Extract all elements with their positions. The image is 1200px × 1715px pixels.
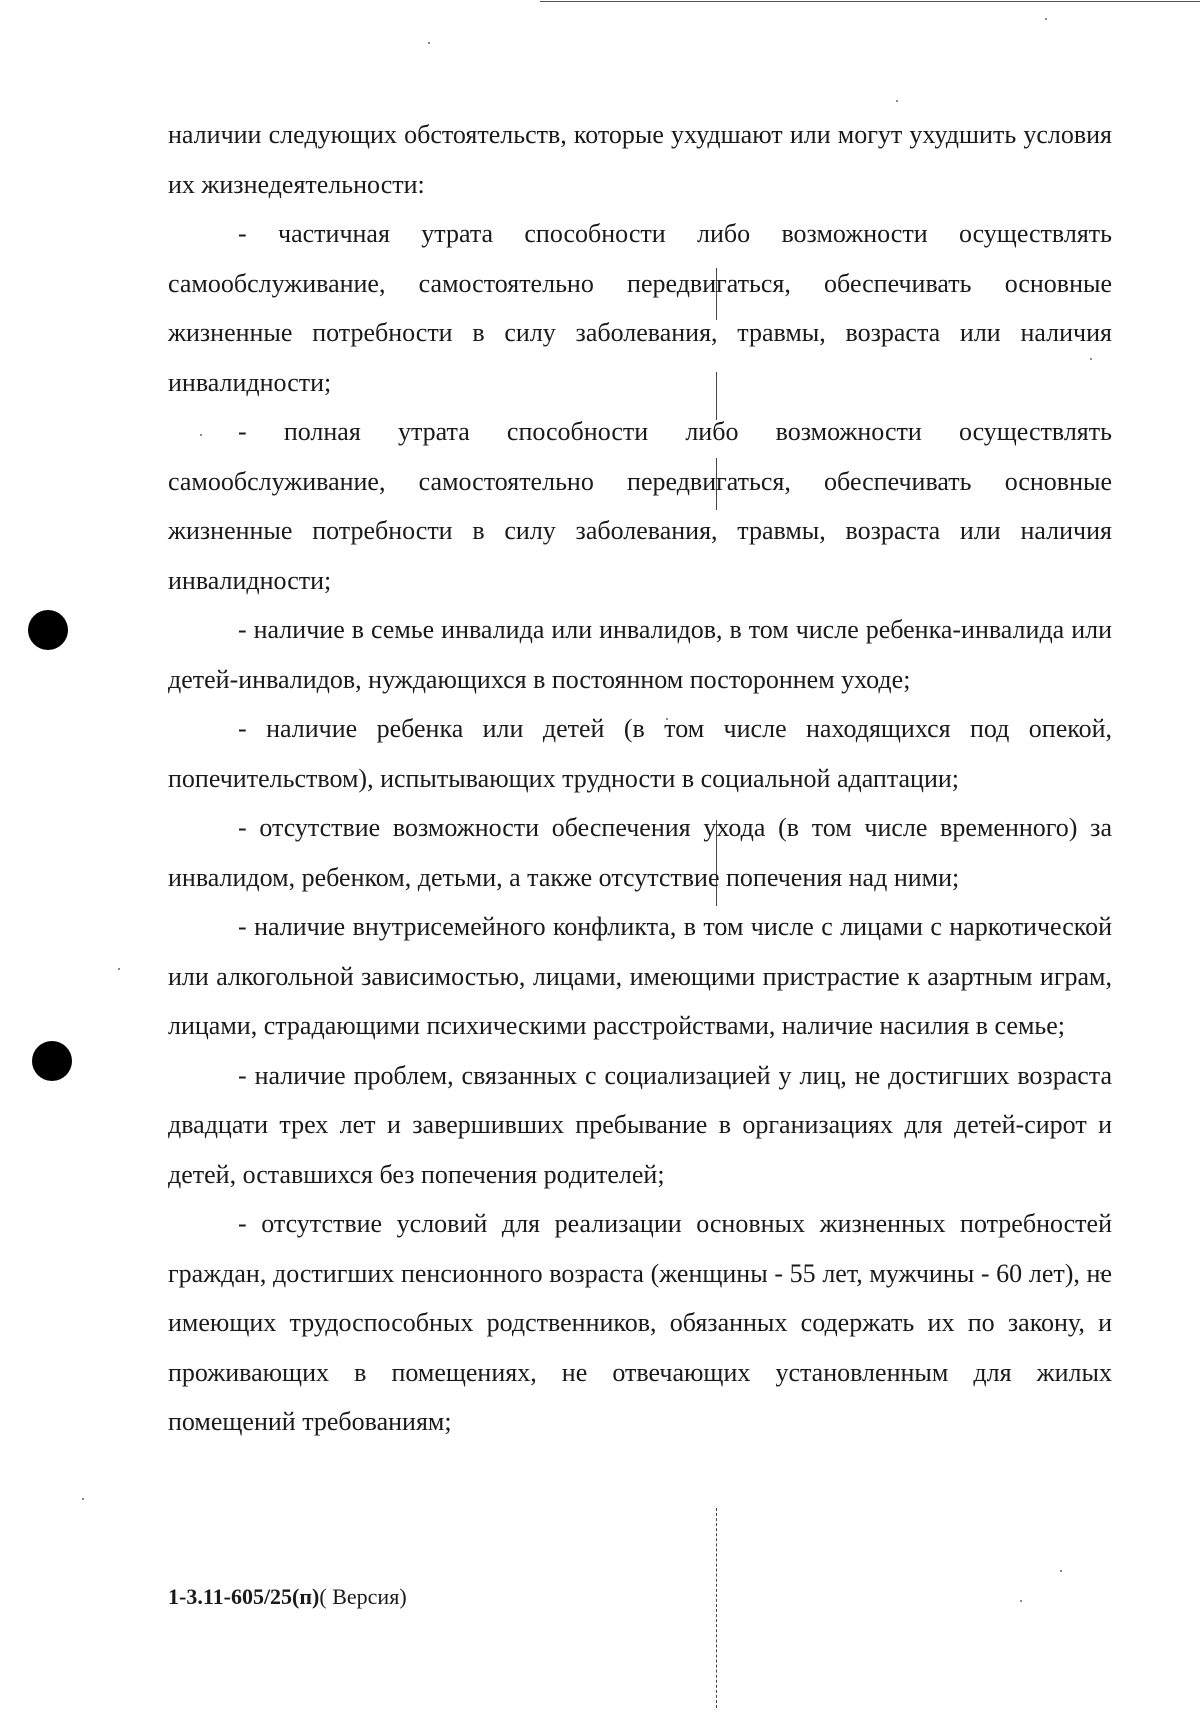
document-version: ( Версия) — [319, 1584, 407, 1609]
list-item-child-adaptation: - наличие ребенка или детей (в том числе находящихся под опекой, попечительством), испытывающих трудности в социальной адаптации; — [168, 714, 1112, 793]
scan-speck — [1020, 1600, 1022, 1602]
scan-edge-line — [540, 1, 1200, 2]
scan-speck — [1060, 1570, 1062, 1572]
list-item-disabled-family-member: - наличие в семье инвалида или инвалидов, в том числе ребенка-инвалида или детей-инвалидов, нуждающихся в постоянном постороннем уходе; — [168, 615, 1112, 694]
scan-speck — [118, 968, 120, 970]
punch-hole-mark — [28, 610, 68, 650]
list-item-full-loss: - полная утрата способности либо возможности осуществлять самообслуживание, самостоятельно передвигаться, обеспечивать основные жизненные потребности в силу заболевания, травмы, возраста или наличия инвалидности; — [168, 417, 1112, 595]
scan-fold-mark — [716, 1508, 718, 1708]
document-code: 1-3.11-605/25(п) — [168, 1584, 320, 1609]
scan-speck — [428, 42, 430, 44]
scan-speck — [896, 100, 898, 102]
punch-hole-mark — [32, 1041, 72, 1081]
list-item-socialization: - наличие проблем, связанных с социализацией у лиц, не достигших возраста двадцати трех лет и завершивших пребывание в организациях для детей-сирот и детей, оставшихся без попечения родителей; — [168, 1060, 1112, 1189]
scan-speck — [1045, 18, 1047, 20]
list-item-pensioners: - отсутствие условий для реализации основных жизненных потребностей граждан, достигших пенсионного возраста (женщины - 55 лет, мужчины - 60 лет), не имеющих трудоспособных родственников, обязанных содержать их по закону, и проживающих в помещениях, не отвечающих установленным для жилых помещений требованиям; — [168, 1209, 1112, 1436]
document-body — [168, 110, 1112, 1447]
list-item-partial-loss: - частичная утрата способности либо возможности осуществлять самообслуживание, самостоятельно передвигаться, обеспечивать основные жизненные потребности в силу заболевания, травмы, возраста или наличия инвалидности; — [168, 219, 1112, 397]
document-footer — [168, 1582, 407, 1612]
list-item-no-care: - отсутствие возможности обеспечения ухода (в том числе временного) за инвалидом, ребенком, детьми, а также отсутствие попечения над ними; — [168, 813, 1112, 892]
paragraph-intro: наличии следующих обстоятельств, которые ухудшают или могут ухудшить условия их жизнедеятельности: — [168, 120, 1112, 199]
scan-speck — [82, 1498, 84, 1500]
list-item-family-conflict: - наличие внутрисемейного конфликта, в том числе с лицами с наркотической или алкогольной зависимостью, лицами, имеющими пристрастие к азартным играм, лицами, страдающими психическими расстройствами, наличие насилия в семье; — [168, 912, 1112, 1040]
